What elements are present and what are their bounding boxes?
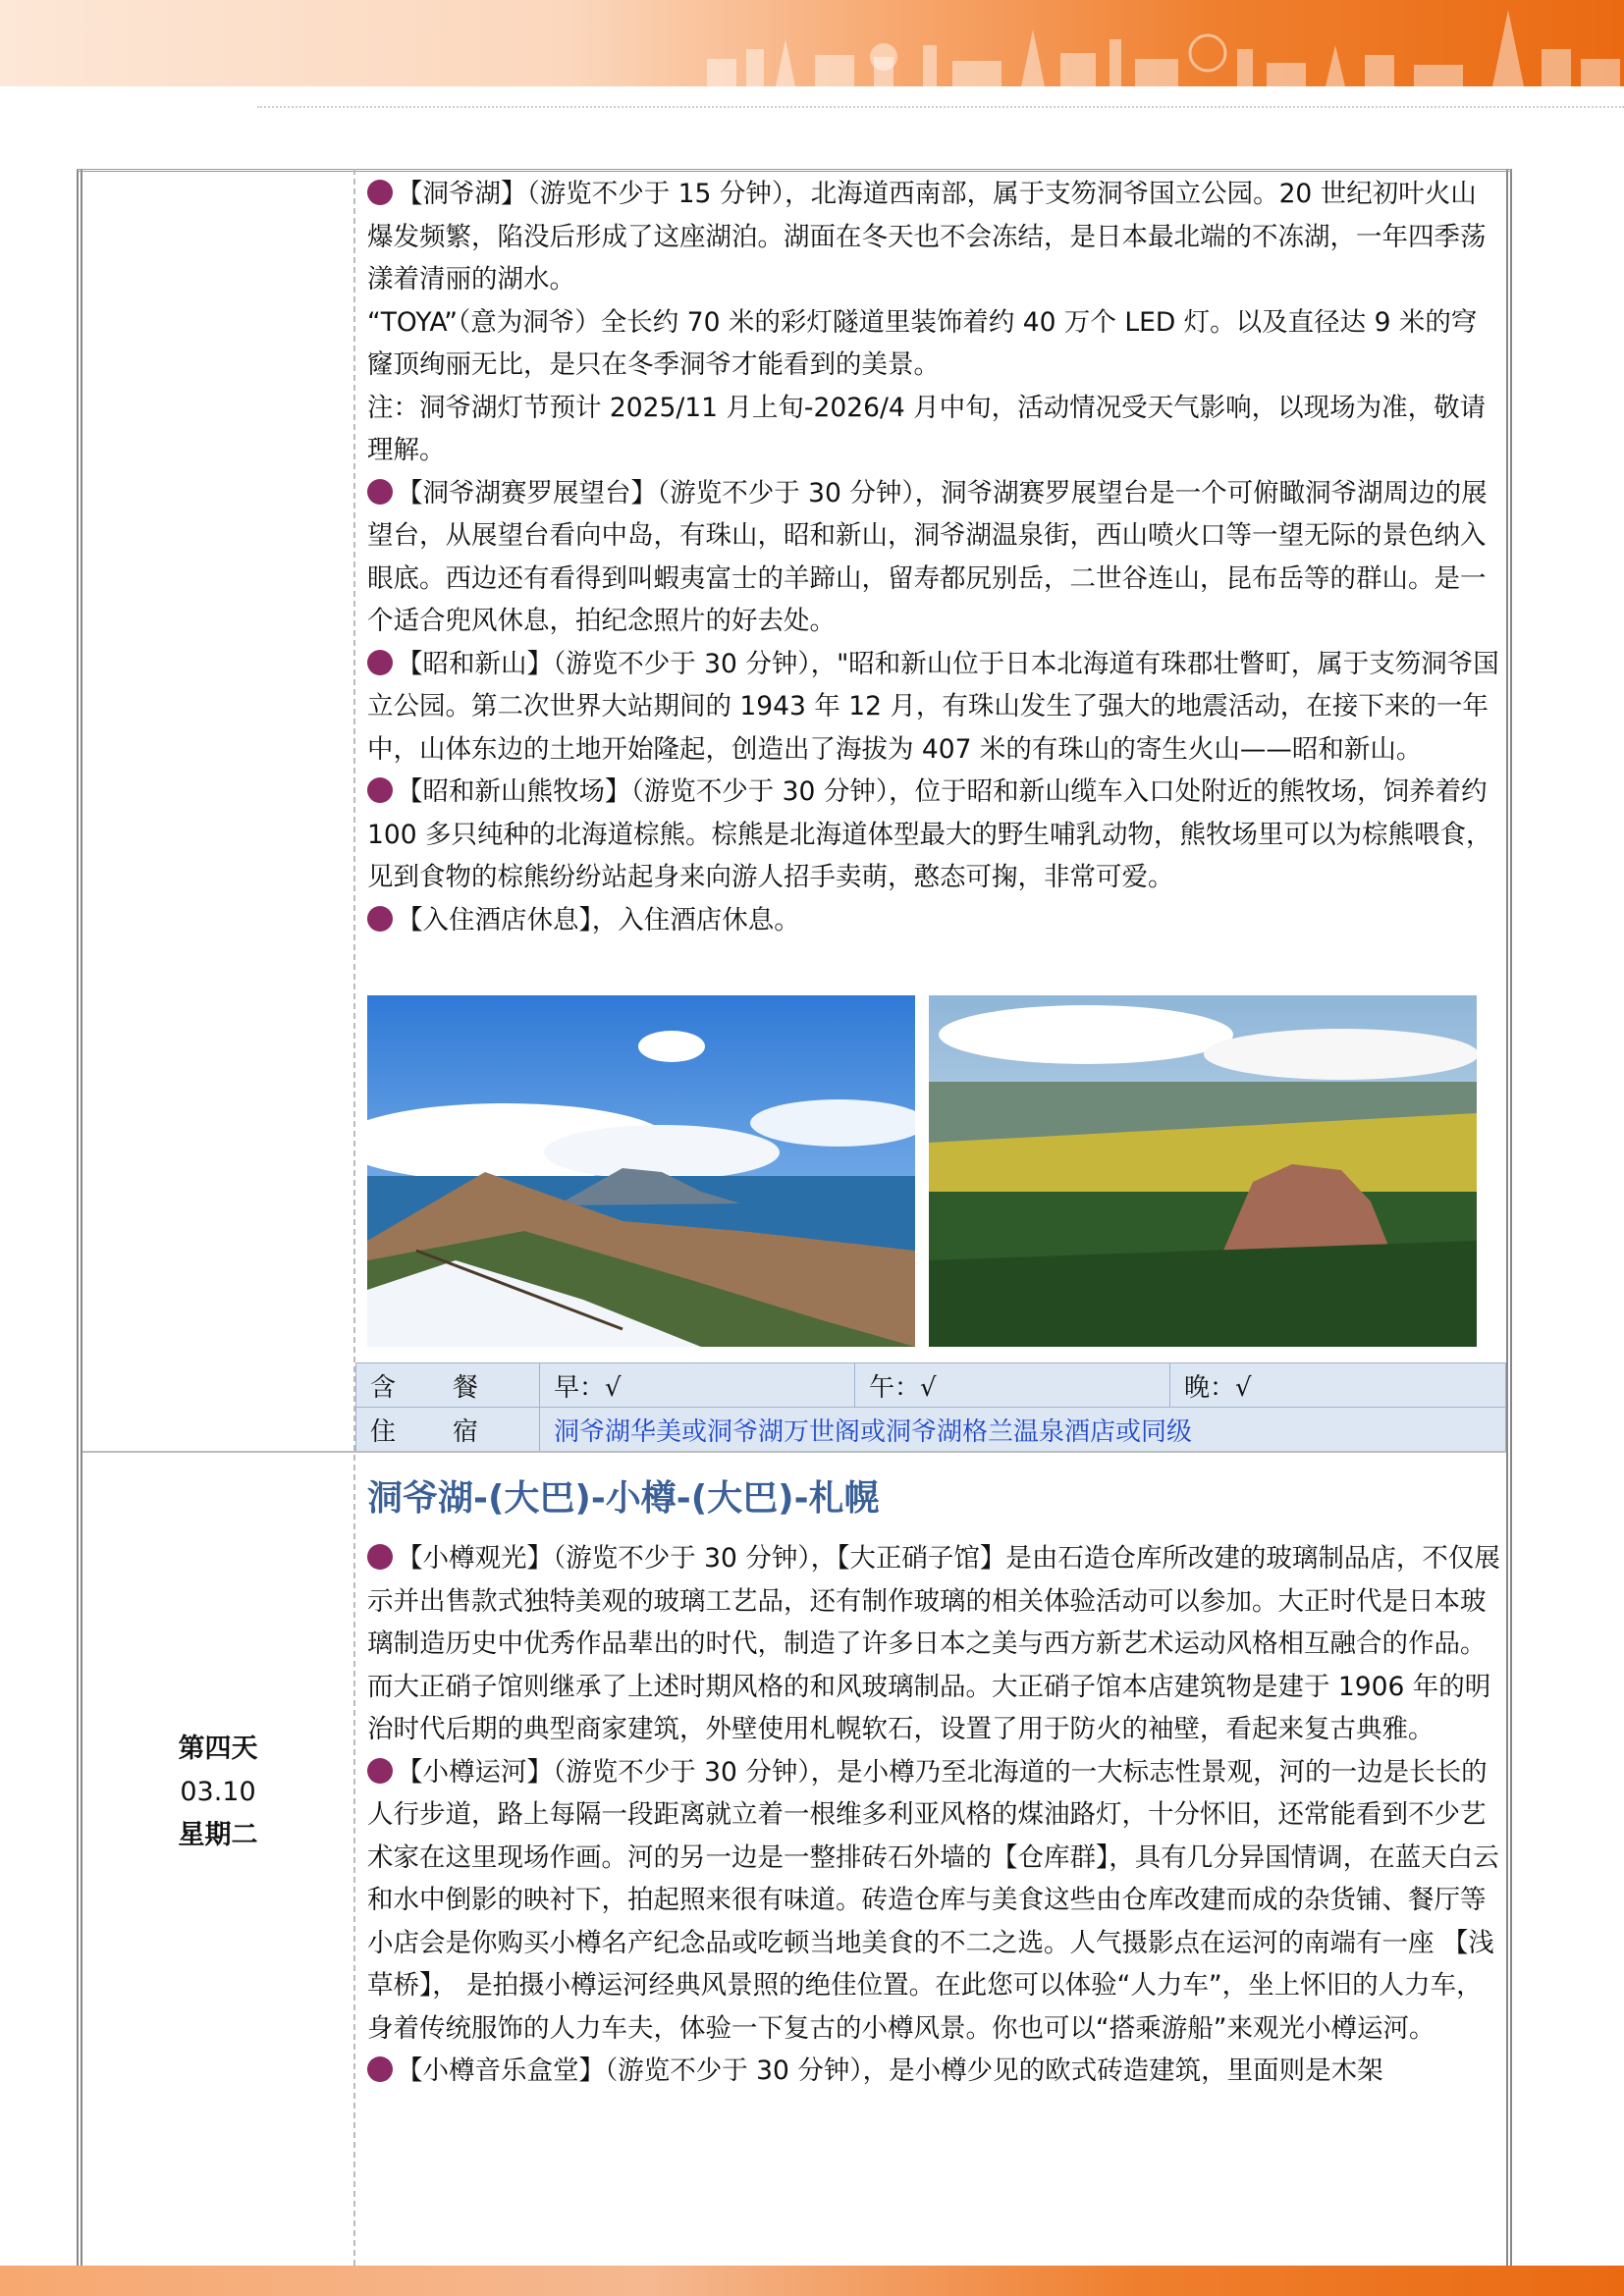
paragraph-otaru-glass: 【小樽观光】（游览不少于 30 分钟），【大正硝子馆】是由石造仓库所改建的玻璃制品店，不仅展示并出售款式独特美观的玻璃工艺品，还有制作玻璃的相关体验活动可以参加。大正时代是日本玻璃制造历史中优秀作品辈出的时代，制造了许多日本之美与西方新艺术运动风格相互融合的作品。而大正硝子馆则继承了上述时期风格的和风玻璃制品。大正硝子馆本店建筑物是建于 1906 年的明治时代后期的典型商家建筑，外壁使用札幌软石，设置了用于防火的袖壁，看起来复古典雅。 xyxy=(367,1543,1500,1744)
day-weekday: 星期二 xyxy=(178,1820,258,1850)
paragraph-showa-shinzan: 【昭和新山】（游览不少于 30 分钟），"昭和新山位于日本北海道有珠郡壮瞥町，属于支笏洞爷国立公园。第二次世界大站期间的 1943 年 12 月，有珠山发生了强大的地震活动，在接下来的一年中，山体东边的土地开始隆起，创造出了海拔为 407 米的有珠山的寄生火山——昭和新山。 xyxy=(367,648,1499,765)
paragraph-toya-lake: 【洞爷湖】（游览不少于 15 分钟），北海道西南部，属于支笏洞爷国立公园。20 世纪初叶火山爆发频繁，陷没后形成了这座湖泊。湖面在冬天也不会冻结，是日本最北端的不冻湖，一年四季荡漾着清丽的湖水。 xyxy=(367,179,1487,294)
day3-description xyxy=(367,173,1502,941)
day4-route-title: 洞爷湖-(大巴)-小樽-(大巴)-札幌 xyxy=(367,1478,880,1519)
column-divider xyxy=(353,169,355,2266)
bullet-icon xyxy=(367,650,393,675)
bullet-icon xyxy=(367,2056,393,2082)
paragraph-hotel-checkin: 【入住酒店休息】，入住酒店休息。 xyxy=(367,899,1502,942)
paragraph-note: 注：洞爷湖灯节预计 2025/11 月上旬-2026/4 月中旬，活动情况受天气影响，以现场为准，敬请理解。 xyxy=(367,392,1487,465)
day4-label xyxy=(82,1728,353,1857)
day-number: 第四天 xyxy=(178,1734,258,1764)
paragraph-music-box: 【小樽音乐盒堂】（游览不少于 30 分钟），是小樽少见的欧式砖造建筑，里面则是木架 xyxy=(367,2050,1502,2093)
showa-shinzan-photo xyxy=(929,995,1477,1347)
meals-label: 含 餐 xyxy=(356,1363,540,1408)
lunch-cell: 午：√ xyxy=(855,1363,1170,1408)
day4-description xyxy=(367,1537,1502,2093)
hotel-link[interactable]: 洞爷湖华美或洞爷湖万世阁或洞爷湖格兰温泉酒店或同级 xyxy=(540,1408,1506,1452)
city-skyline-illustration xyxy=(687,10,1624,86)
header-divider xyxy=(257,106,1624,108)
bullet-icon xyxy=(367,777,393,803)
header-banner xyxy=(0,0,1624,86)
table-top-border xyxy=(77,169,1512,172)
bullet-icon xyxy=(367,479,393,505)
meals-row xyxy=(356,1363,1506,1408)
paragraph-otaru-canal: 【小樽运河】（游览不少于 30 分钟），是小樽乃至北海道的一大标志性景观，河的一边是长长的人行步道，路上每隔一段距离就立着一根维多利亚风格的煤油路灯，十分怀旧，还常能看到不少艺术家在这里现场作画。河的另一边是一整排砖石外墙的【仓库群】，具有几分异国情调，在蓝天白云和水中倒影的映衬下，拍起照来很有味道。砖造仓库与美食这些由仓库改建而成的杂货铺、餐厅等小店会是你购买小樽名产纪念品或吃顿当地美食的不二之选。人气摄影点在运河的南端有一座 【浅草桥】， 是拍摄小樽运河经典风景照的绝佳位置。在此您可以体验“人力车”，坐上怀旧的人力车，身着传统服饰的人力车夫，体验一下复古的小樽风景。你也可以“搭乘游船”来观光小樽运河。 xyxy=(367,1756,1499,2044)
bullet-icon xyxy=(367,1544,393,1570)
day-date: 03.10 xyxy=(180,1777,256,1807)
bullet-icon xyxy=(367,1758,393,1784)
day-separator xyxy=(82,1451,1506,1453)
footer-banner xyxy=(0,2266,1624,2296)
paragraph-silo-observatory: 【洞爷湖赛罗展望台】（游览不少于 30 分钟），洞爷湖赛罗展望台是一个可俯瞰洞爷湖周边的展望台，从展望台看向中岛，有珠山，昭和新山，洞爷湖温泉街，西山喷火口等一望无际的景色纳入眼底。西边还有看得到叫蝦夷富士的羊蹄山，留寿都尻别岳，二世谷连山，昆布岳等的群山。是一个适合兜风休息，拍纪念照片的好去处。 xyxy=(367,477,1488,636)
paragraph-bear-ranch: 【昭和新山熊牧场】（游览不少于 30 分钟），位于昭和新山缆车入口处附近的熊牧场，饲养着约 100 多只纯种的北海道棕熊。棕熊是北海道体型最大的野生哺乳动物，熊牧场里可以为棕熊喂食，见到食物的棕熊纷纷站起身来向游人招手卖萌，憨态可掬，非常可爱。 xyxy=(367,776,1492,892)
bullet-icon xyxy=(367,906,393,932)
hotel-label: 住 宿 xyxy=(356,1408,540,1452)
meal-hotel-table xyxy=(355,1362,1506,1452)
dinner-cell: 晚：√ xyxy=(1170,1363,1506,1408)
lake-toya-photo xyxy=(367,995,915,1347)
bullet-icon xyxy=(367,180,393,205)
paragraph-toya-lights: “TOYA”（意为洞爷）全长约 70 米的彩灯隧道里装饰着约 40 万个 LED 灯。以及直径达 9 米的穹窿顶绚丽无比，是只在冬季洞爷才能看到的美景。 xyxy=(367,306,1478,380)
breakfast-cell: 早：√ xyxy=(540,1363,855,1408)
hotel-row xyxy=(356,1408,1506,1452)
